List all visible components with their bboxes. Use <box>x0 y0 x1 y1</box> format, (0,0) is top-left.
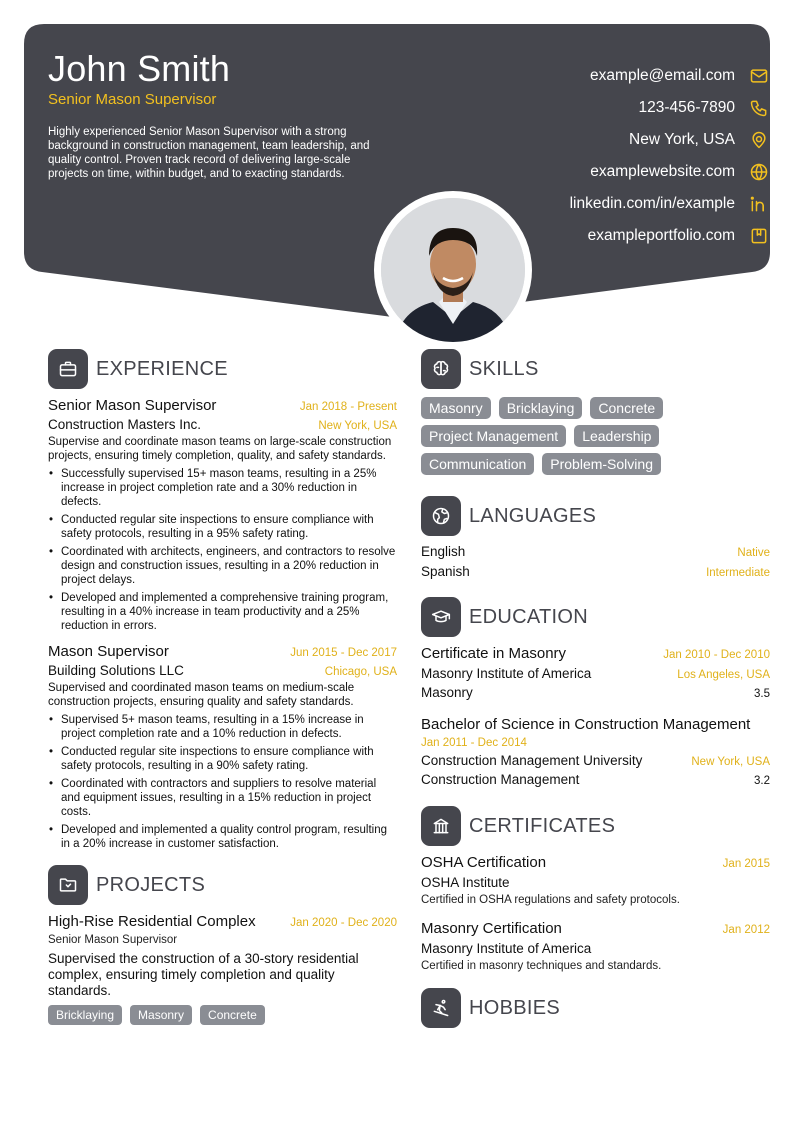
school-name: Masonry Institute of America <box>421 666 592 681</box>
profile-summary: Highly experienced Senior Mason Supervisor with a strong background in construction management, team leadership, and quality control. Proven track record of delivering large-scale projects on time, within budget, and to exacting standards. <box>48 126 370 180</box>
field-of-study: Construction Management <box>421 772 580 787</box>
certificate-item <box>421 854 770 906</box>
list-item: • Conducted regular site inspections to ensure compliance with safety protocols, resulting in a 95% safety rating. <box>48 513 397 541</box>
institution-icon <box>421 806 461 846</box>
education-item <box>421 715 770 787</box>
contact-location <box>470 124 770 156</box>
language-name: Spanish <box>421 564 470 579</box>
globe-icon <box>748 161 770 183</box>
skill-tag: Bricklaying <box>499 397 583 419</box>
degree-title: Bachelor of Science in Construction Management <box>421 716 751 733</box>
job-location: Chicago, USA <box>324 666 397 678</box>
school-location: New York, USA <box>691 756 770 768</box>
briefcase-icon <box>48 349 88 389</box>
certificates-title: CERTIFICATES <box>469 814 616 837</box>
folder-icon <box>48 865 88 905</box>
contact-phone[interactable] <box>470 92 770 124</box>
school-name: Construction Management University <box>421 753 643 768</box>
job-company: Building Solutions LLC <box>48 663 184 678</box>
language-name: English <box>421 544 466 559</box>
skill-tag: Leadership <box>574 425 659 447</box>
hobbies-header <box>421 988 770 1028</box>
gpa-value: 3.5 <box>754 688 770 700</box>
job-achievements <box>48 467 397 633</box>
profile-photo <box>374 191 532 349</box>
bookmark-icon <box>748 225 770 247</box>
education-title: EDUCATION <box>469 605 588 628</box>
language-row <box>421 564 770 584</box>
email-icon <box>748 65 770 87</box>
language-icon <box>421 496 461 536</box>
skill-tag: Masonry <box>421 397 491 419</box>
certificate-name: Masonry Certification <box>421 920 562 937</box>
education-dates: Jan 2010 - Dec 2010 <box>663 649 770 661</box>
education-header <box>421 597 770 637</box>
job-title: Mason Supervisor <box>48 643 169 660</box>
contact-portfolio-text[interactable]: exampleportfolio.com <box>587 227 735 244</box>
job-title: Senior Mason Supervisor <box>48 397 217 414</box>
list-item: • Coordinated with architects, engineers, and contractors to resolve design and construction issues, resulting in a 20% reduction in project delays. <box>48 545 397 587</box>
project-tags <box>48 1005 397 1025</box>
list-item: • Conducted regular site inspections to ensure compliance with safety protocols, resulting in a 90% safety rating. <box>48 745 397 773</box>
project-title: High-Rise Residential Complex <box>48 913 256 930</box>
skill-tag: Concrete <box>590 397 663 419</box>
skill-tag: Problem-Solving <box>542 453 661 475</box>
contact-website[interactable] <box>470 156 770 188</box>
contact-linkedin-text[interactable]: linkedin.com/in/example <box>569 195 735 212</box>
right-column <box>421 349 770 1036</box>
contact-email-text[interactable]: example@email.com <box>590 67 735 84</box>
skills-title: SKILLS <box>469 357 539 380</box>
languages-list <box>421 544 770 584</box>
project-tag: Masonry <box>130 1005 192 1025</box>
field-of-study: Masonry <box>421 685 473 700</box>
job-description: Supervised and coordinated mason teams on medium-scale construction projects, ensuring quality and safety standards. <box>48 682 355 708</box>
language-row <box>421 544 770 564</box>
contact-phone-text[interactable]: 123-456-7890 <box>638 99 735 116</box>
education-dates: Jan 2011 - Dec 2014 <box>421 737 527 749</box>
brain-icon <box>421 349 461 389</box>
experience-title: EXPERIENCE <box>96 357 228 380</box>
job-company: Construction Masters Inc. <box>48 417 202 432</box>
language-level: Native <box>737 547 770 559</box>
school-location: Los Angeles, USA <box>677 669 770 681</box>
list-item: • Supervised 5+ mason teams, resulting in a 15% increase in project completion rate and a 10% reduction in defects. <box>48 713 397 741</box>
certificate-issuer: OSHA Institute <box>421 875 510 890</box>
languages-header <box>421 496 770 536</box>
experience-item <box>48 643 397 851</box>
job-dates: Jan 2018 - Present <box>299 401 397 413</box>
certificate-date: Jan 2012 <box>722 924 770 936</box>
experience-header <box>48 349 397 389</box>
education-item <box>421 645 770 700</box>
certificates-header <box>421 806 770 846</box>
certificate-description: Certified in masonry techniques and standards. <box>421 960 662 972</box>
list-item: • Developed and implemented a quality control program, resulting in a 20% increase in customer satisfaction. <box>48 823 397 851</box>
project-dates: Jan 2020 - Dec 2020 <box>290 917 397 929</box>
list-item: • Coordinated with contractors and suppliers to resolve material and equipment issues, resulting in a 15% reduction in project costs. <box>48 777 397 819</box>
job-achievements <box>48 713 397 851</box>
experience-item <box>48 397 397 633</box>
contact-email[interactable] <box>470 60 770 92</box>
skill-tag: Project Management <box>421 425 566 447</box>
candidate-role: Senior Mason Supervisor <box>48 91 217 108</box>
certificate-issuer: Masonry Institute of America <box>421 941 592 956</box>
projects-title: PROJECTS <box>96 873 206 896</box>
graduation-cap-icon <box>421 597 461 637</box>
project-item <box>48 913 397 1025</box>
avatar <box>381 198 525 342</box>
project-role: Senior Mason Supervisor <box>48 934 178 946</box>
contact-location-text: New York, USA <box>629 131 735 148</box>
project-tag: Bricklaying <box>48 1005 122 1025</box>
candidate-name: John Smith <box>48 48 231 89</box>
projects-header <box>48 865 397 905</box>
left-column <box>48 349 397 1025</box>
skills-list <box>421 397 770 475</box>
gpa-value: 3.2 <box>754 775 770 787</box>
job-dates: Jun 2015 - Dec 2017 <box>290 647 397 659</box>
job-location: New York, USA <box>318 420 397 432</box>
phone-icon <box>748 97 770 119</box>
list-item: • Successfully supervised 15+ mason teams, resulting in a 25% increase in project completion rate and a 30% reduction in defects. <box>48 467 397 509</box>
certificate-description: Certified in OSHA regulations and safety protocols. <box>421 894 680 906</box>
linkedin-icon <box>748 193 770 215</box>
skills-header <box>421 349 770 389</box>
project-description: Supervised the construction of a 30-story residential complex, ensuring timely completion and quality standards. <box>48 951 359 998</box>
contact-website-text[interactable]: examplewebsite.com <box>590 163 735 180</box>
hobbies-title: HOBBIES <box>469 996 561 1019</box>
language-level: Intermediate <box>706 567 770 579</box>
certificate-item <box>421 920 770 972</box>
location-pin-icon <box>748 129 770 151</box>
skiing-icon <box>421 988 461 1028</box>
job-description: Supervise and coordinate mason teams on large-scale construction projects, ensuring timely completion, quality, and safety standards. <box>48 436 392 462</box>
contact-linkedin[interactable] <box>470 188 770 220</box>
certificate-date: Jan 2015 <box>722 858 770 870</box>
list-item: • Developed and implemented a comprehensive training program, resulting in a 40% increase in team productivity and a 25% reduction in errors. <box>48 591 397 633</box>
certificate-name: OSHA Certification <box>421 854 547 871</box>
degree-title: Certificate in Masonry <box>421 645 567 662</box>
languages-title: LANGUAGES <box>469 504 597 527</box>
project-tag: Concrete <box>200 1005 265 1025</box>
skill-tag: Communication <box>421 453 534 475</box>
